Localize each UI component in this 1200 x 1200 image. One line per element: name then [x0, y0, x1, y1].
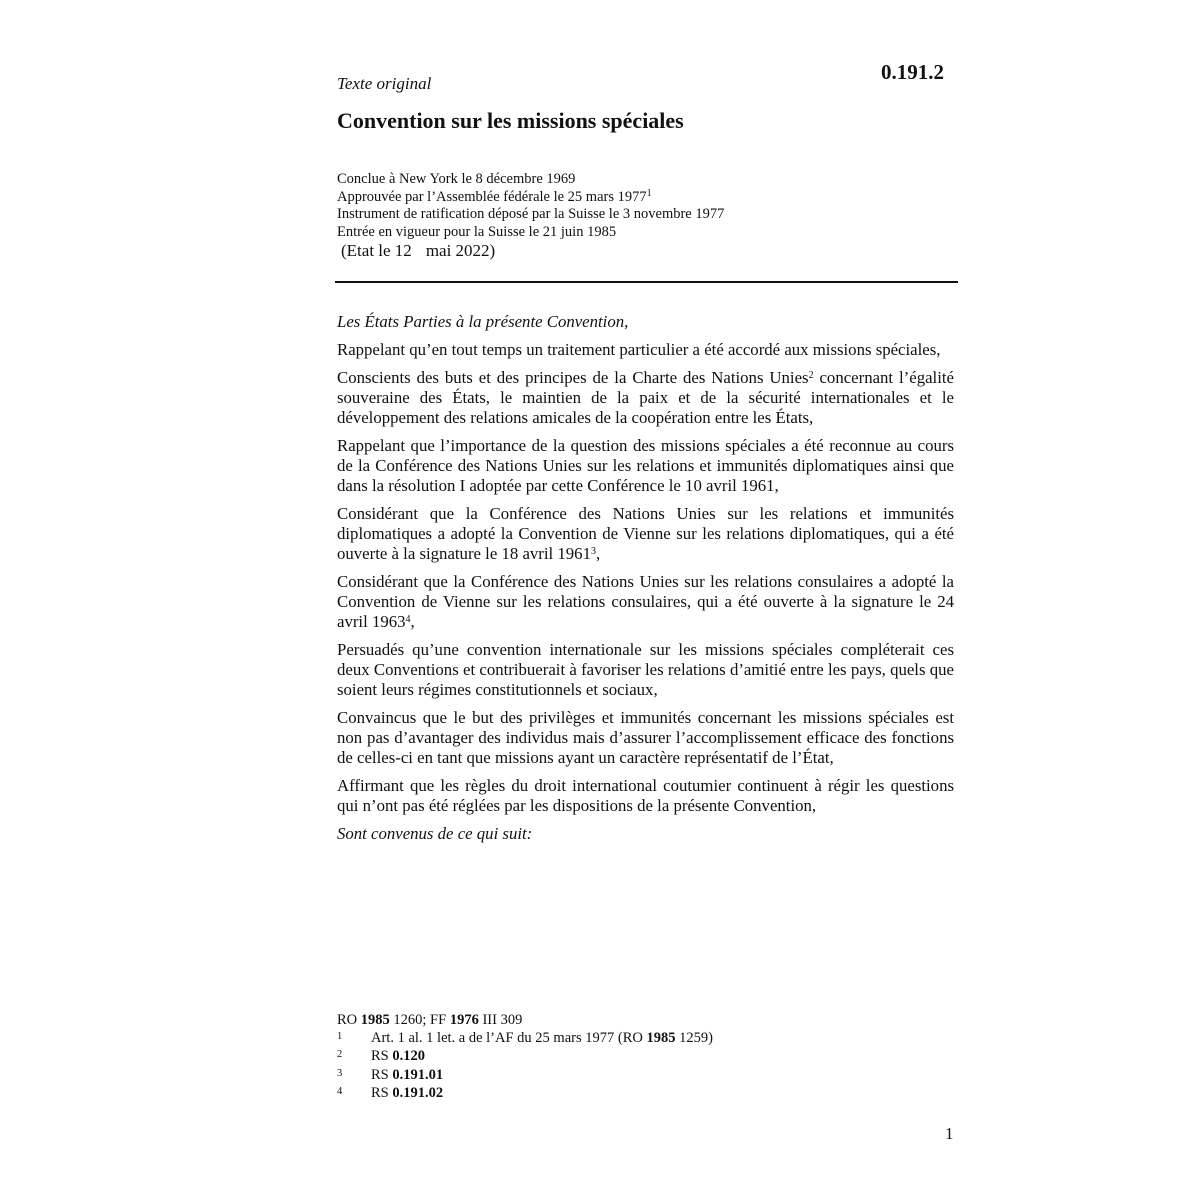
footnote-item: 4 RS 0.191.02 [337, 1085, 444, 1101]
preamble-paragraph: Considérant que la Conférence des Nations Unies sur les relations consulaires a adopté la Convention de Vienne sur les relations consulaires, qui a été ouverte à la signature le 24 avril 1963$^4$, [337, 572, 954, 631]
source-reference: RO 1985 1260; FF 1976 III 309 [337, 1012, 523, 1028]
page-number: 1 [945, 1124, 954, 1143]
preamble-paragraph: Persuadés qu’une convention internationale sur les missions spéciales compléterait ces deux Conventions et contribuerait à favoriser les relations d’amitié entre les pays, quels que soient leurs régimes constitutionnels et sociaux, [337, 640, 954, 699]
footnote-ref-2[interactable]: 2 [808, 370, 814, 381]
footnote-ref-4[interactable]: 4 [405, 614, 411, 625]
footnote-link[interactable]: 0.191.02 [392, 1085, 444, 1101]
document-title: Convention sur les missions spéciales [337, 108, 684, 133]
original-text-label: Texte original [337, 74, 432, 93]
meta-approved: Approuvée par l’Assemblée fédérale le 25 mars 1977$^1$ [337, 187, 652, 205]
footnote-link[interactable]: 0.191.01 [392, 1066, 444, 1083]
preamble-closing: Sont convenus de ce qui suit: [337, 824, 533, 843]
footnote-item: 2 RS 0.120 [337, 1048, 425, 1064]
preamble-paragraph: Conscients des buts et des principes de la Charte des Nations Unies$^2$ concernant l’égalité souveraine des États, le maintien de la paix et de la sécurité internationales et le développement des relations amicales de la coopération entre les États, [337, 368, 954, 427]
footnote-item: 1 Art. 1 al. 1 let. a de l’AF du 25 mars 1977 (RO 1985 1259) [337, 1029, 713, 1046]
footnote-ref-3[interactable]: 3 [590, 546, 596, 557]
footnote-number: 1 [337, 1030, 343, 1042]
meta-concluded: Conclue à New York le 8 décembre 1969 [337, 171, 576, 187]
preamble [337, 312, 954, 852]
footnote-link[interactable]: 0.120 [392, 1048, 425, 1064]
footnote-number: 4 [337, 1086, 343, 1097]
sr-number: 0.191.2 [881, 60, 944, 84]
footnote-ref-1[interactable]: 1 [646, 187, 652, 199]
document-metadata [337, 171, 724, 241]
footnote-number: 3 [337, 1067, 343, 1079]
meta-ratification: Instrument de ratification déposé par la Suisse le 3 novembre 1977 [337, 206, 725, 222]
header-divider [335, 281, 958, 283]
footnote-number: 2 [337, 1049, 343, 1060]
status-date: (Etat le 12 mai 2022) [341, 241, 496, 260]
preamble-paragraph: Rappelant qu’en tout temps un traitement particulier a été accordé aux missions spéciales, [337, 340, 941, 359]
footnote-item: 3 RS 0.191.01 [337, 1066, 444, 1083]
footnotes [337, 1012, 713, 1104]
preamble-paragraph: Rappelant que l’importance de la question des missions spéciales a été reconnue au cours de la Conférence des Nations Unies sur les relations et immunités diplomatiques ainsi que dans la résolution I adoptée par cette Conférence le 10 avril 1961, [337, 436, 954, 495]
meta-entry-into-force: Entrée en vigueur pour la Suisse le 21 juin 1985 [337, 223, 617, 240]
preamble-paragraph: Considérant que la Conférence des Nations Unies sur les relations et immunités diplomatiques a adopté la Convention de Vienne sur les relations diplomatiques, qui a été ouverte à la signature le 18 avril 1961$^3$, [337, 504, 954, 563]
preamble-intro: Les États Parties à la présente Convention, [337, 312, 629, 331]
preamble-paragraph: Convaincus que le but des privilèges et immunités concernant les missions spéciales est non pas d’avantager des individus mais d’assurer l’accomplissement efficace des fonctions de celles-ci en tant que missions ayant un caractère représentatif de l’État, [337, 708, 954, 767]
preamble-paragraph: Affirmant que les règles du droit international coutumier continuent à régir les questions qui n’ont pas été réglées par les dispositions de la présente Convention, [337, 776, 954, 815]
